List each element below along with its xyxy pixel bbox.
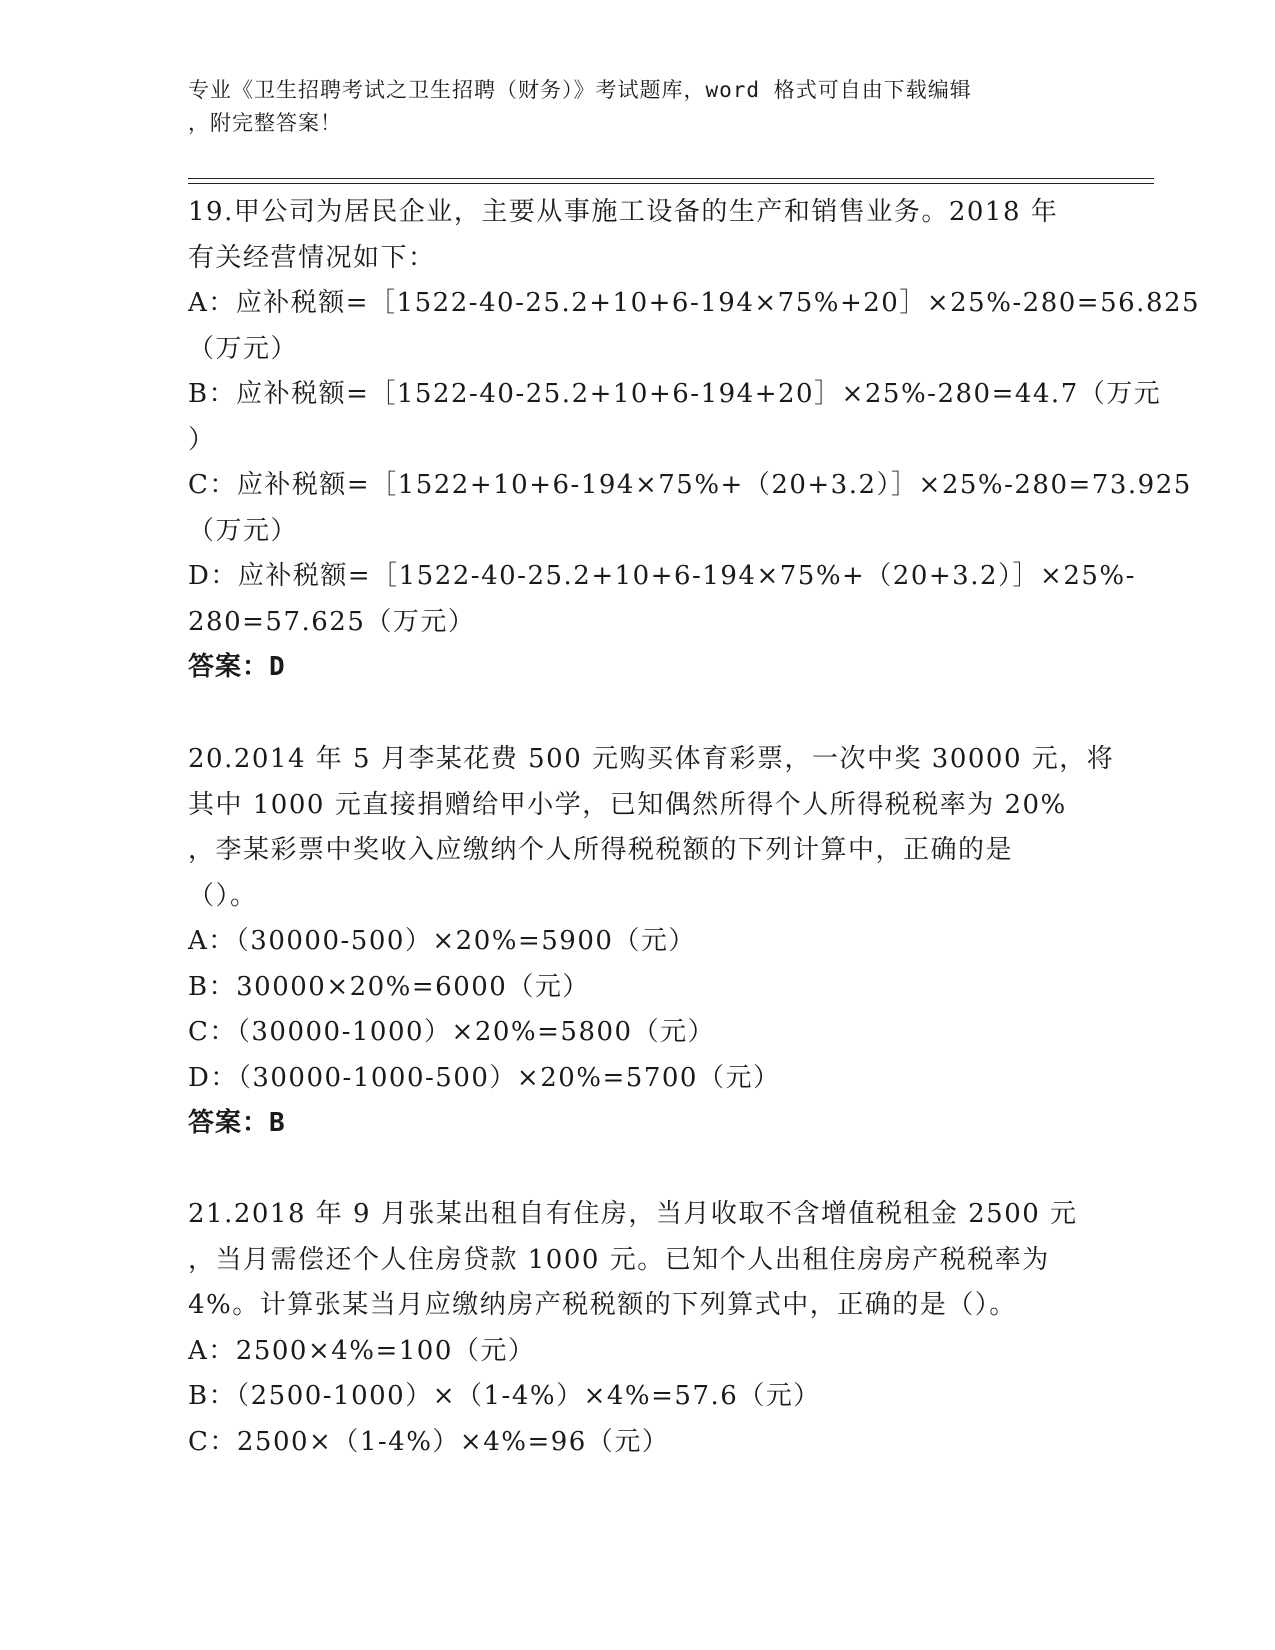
option-c: C：应补税额=［1522+10+6-194×75%+（20+3.2）］×25%-280=73.925 bbox=[188, 470, 1192, 500]
option-a-cont: （万元） bbox=[188, 333, 299, 364]
option-b: B：应补税额=［1522-40-25.2+10+6-194+20］×25%-280=44.7（万元 bbox=[188, 379, 1162, 409]
answer-label: 答案：B bbox=[188, 1108, 286, 1138]
question-text-line: 有关经营情况如下： bbox=[188, 242, 436, 273]
question-text-line: 19.甲公司为居民企业，主要从事施工设备的生产和销售业务。2018 年 bbox=[188, 197, 1059, 227]
question-19 bbox=[188, 190, 1201, 691]
option-d: D：应补税额=［1522-40-25.2+10+6-194×75%+（20+3.2）］×25%- bbox=[188, 561, 1136, 591]
question-text-line: 21.2018 年 9 月张某出租自有住房，当月收取不含增值税租金 2500 元 bbox=[188, 1199, 1078, 1229]
option-a: A：应补税额=［1522-40-25.2+10+6-194×75%+20］×25%-280=56.825 bbox=[188, 288, 1201, 318]
option-b: B：30000×20%=6000（元） bbox=[188, 971, 590, 1002]
header-line-1: 专业《卫生招聘考试之卫生招聘（财务）》考试题库，word 格式可自由下载编辑 bbox=[188, 78, 972, 102]
option-c: C：（30000-1000）×20%=5800（元） bbox=[188, 1017, 716, 1047]
option-c-cont: （万元） bbox=[188, 515, 299, 546]
option-c: C：2500×（1-4%）×4%=96（元） bbox=[188, 1426, 670, 1457]
question-text-line: 其中 1000 元直接捐赠给甲小学，已知偶然所得个人所得税税率为 20% bbox=[188, 789, 1067, 820]
question-text-line: 20.2014 年 5 月李某花费 500 元购买体育彩票，一次中奖 30000 元，将 bbox=[188, 744, 1115, 774]
document-header bbox=[188, 74, 1078, 140]
question-text-line: ，当月需偿还个人住房贷款 1000 元。已知个人出租住房房产税税率为 bbox=[188, 1244, 1050, 1275]
option-a: A：（30000-500）×20%=5900（元） bbox=[188, 926, 696, 956]
header-divider-top bbox=[188, 178, 1154, 179]
header-divider-bottom bbox=[188, 183, 1154, 184]
option-d: D：（30000-1000-500）×20%=5700（元） bbox=[188, 1062, 781, 1093]
option-d-cont: 280=57.625（万元） bbox=[188, 606, 476, 637]
option-b: B：（2500-1000）×（1-4%）×4%=57.6（元） bbox=[188, 1381, 821, 1411]
question-text-line: （）。 bbox=[188, 880, 258, 911]
answer-label: 答案：D bbox=[188, 652, 286, 682]
option-a: A：2500×4%=100（元） bbox=[188, 1335, 536, 1366]
question-text-line: ，李某彩票中奖收入应缴纳个人所得税税额的下列计算中，正确的是 bbox=[188, 835, 1014, 865]
question-text-line: 4%。计算张某当月应缴纳房产税税额的下列算式中，正确的是（）。 bbox=[188, 1290, 1017, 1320]
option-b-cont: ） bbox=[188, 424, 216, 455]
header-line-2: ，附完整答案！ bbox=[188, 111, 342, 135]
question-20 bbox=[188, 737, 1115, 1147]
question-21 bbox=[188, 1192, 1093, 1465]
